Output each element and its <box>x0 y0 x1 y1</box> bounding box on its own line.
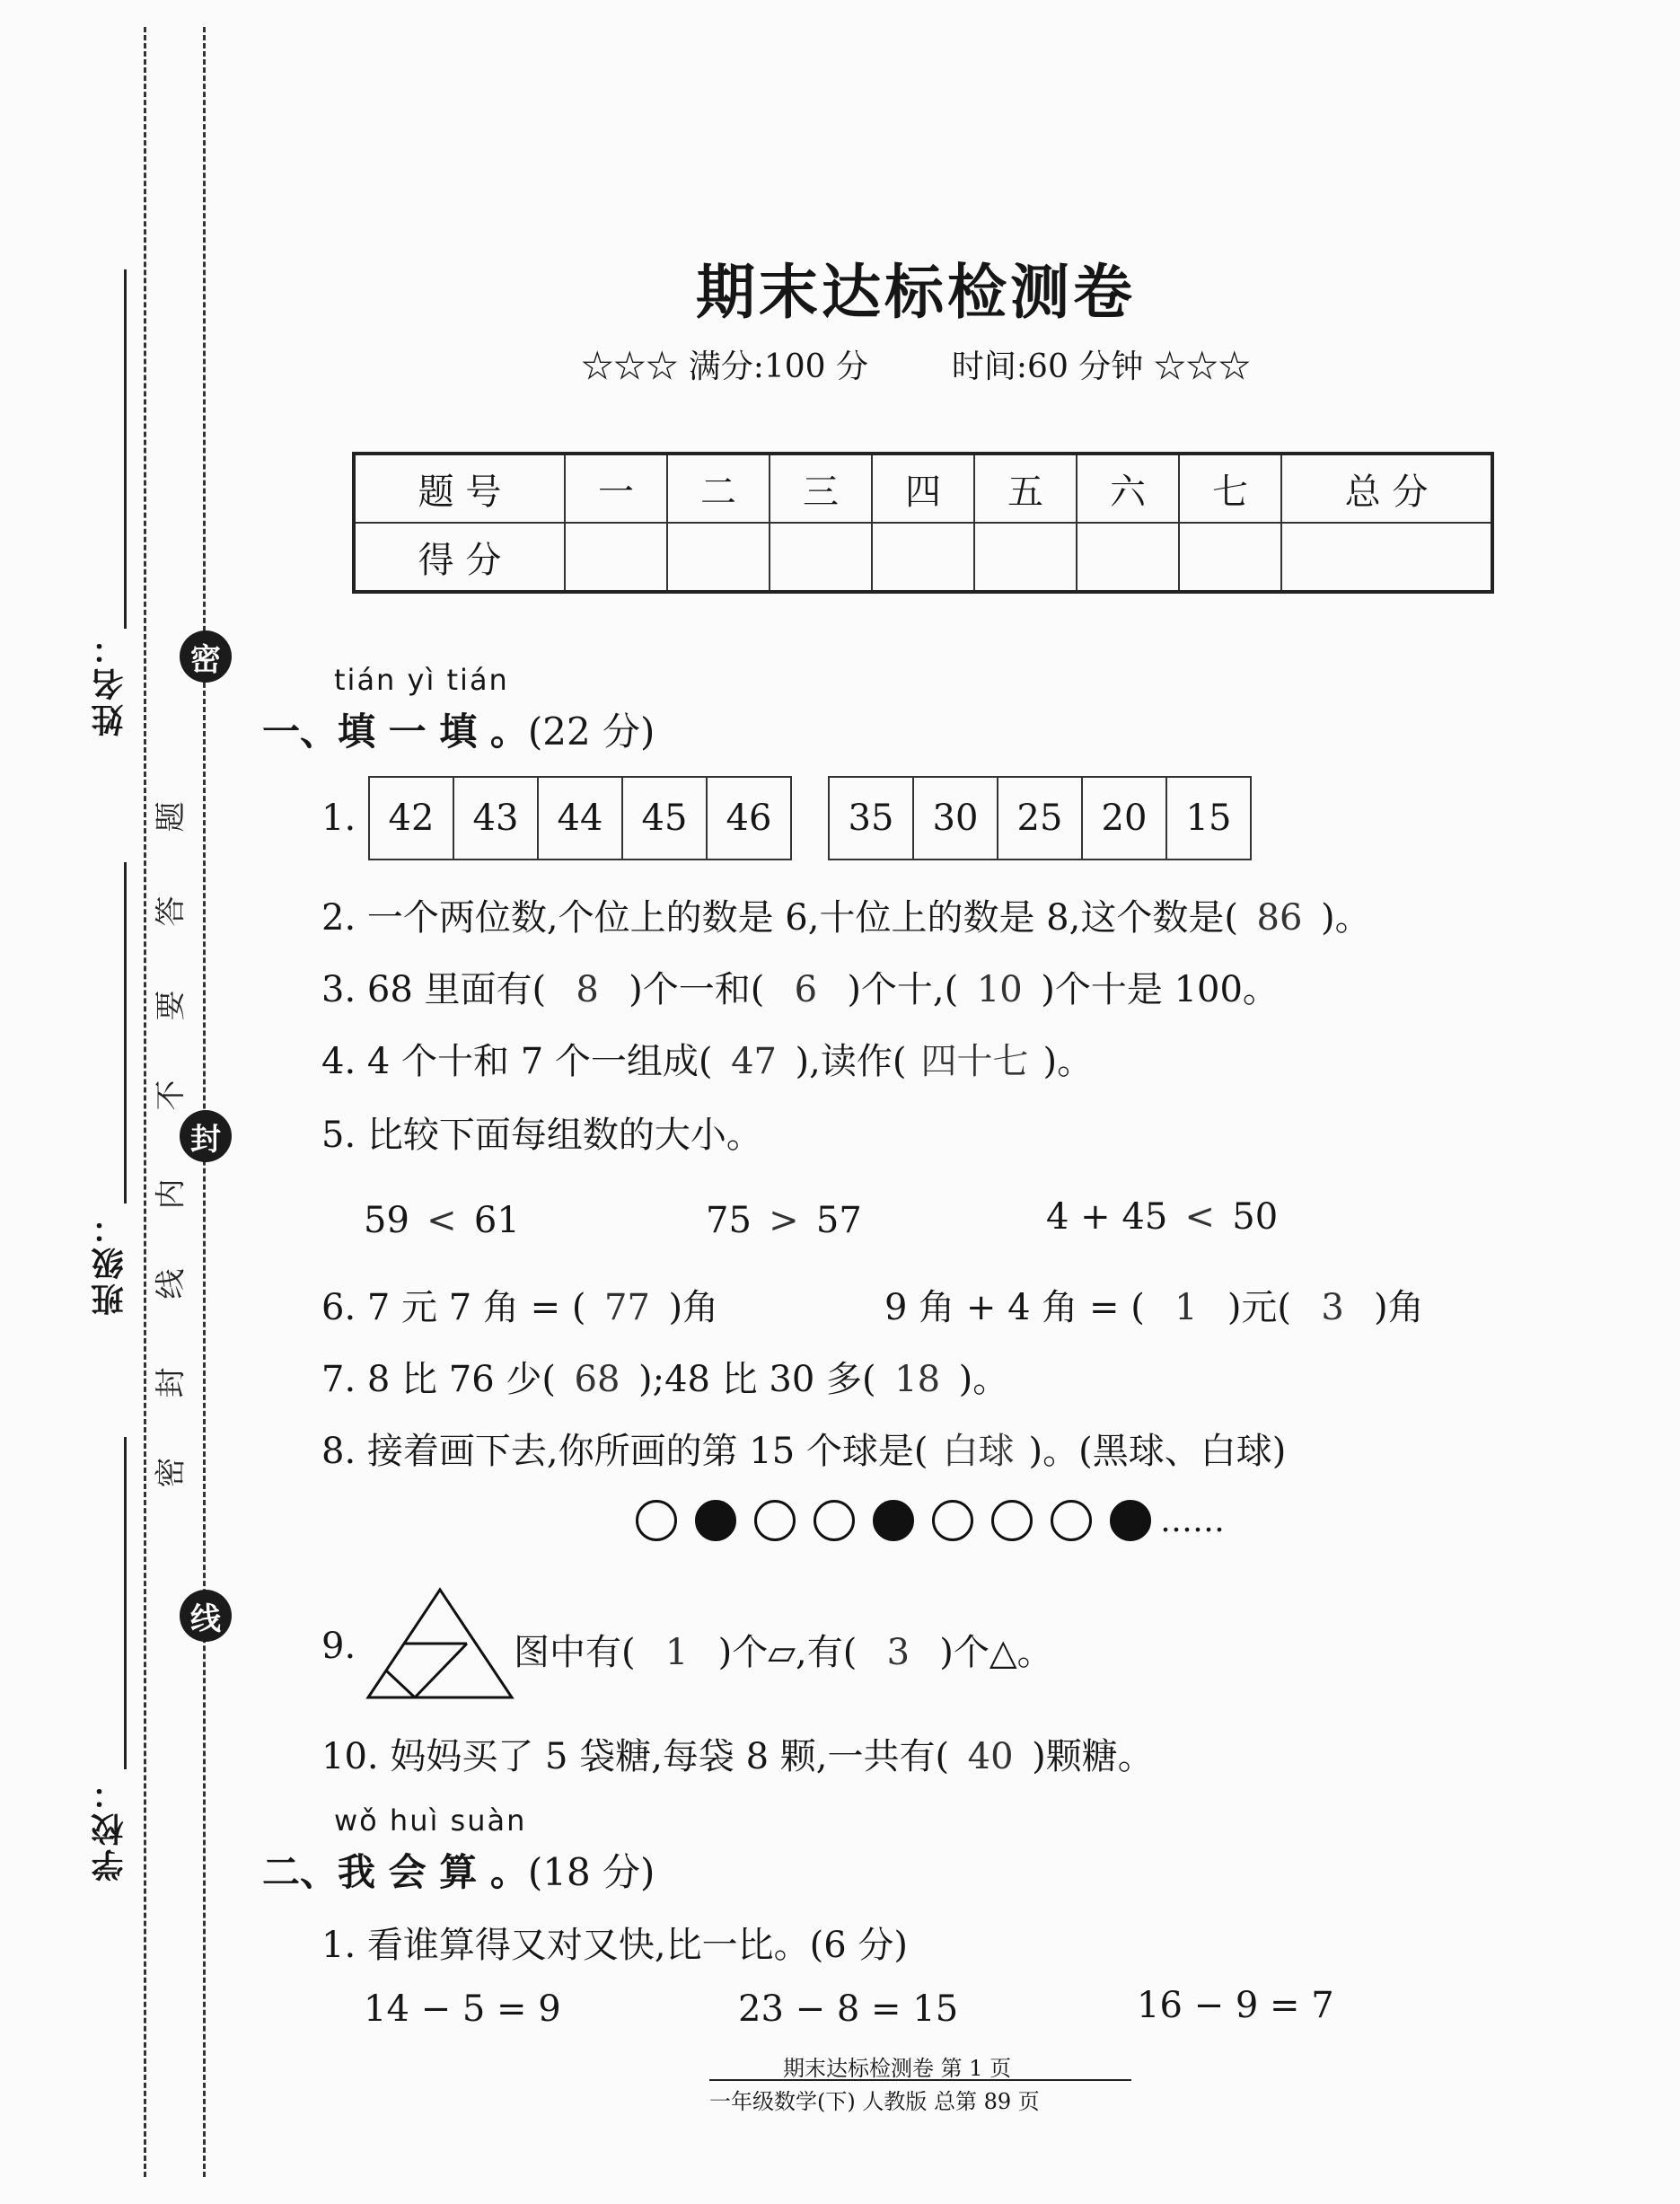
black-ball <box>1110 1500 1151 1541</box>
ball-ellipsis: …… <box>1160 1502 1225 1539</box>
q9-text: 图中有( <box>514 1632 636 1673</box>
q5-compare-2 <box>706 1200 862 1241</box>
white-ball <box>1051 1500 1092 1541</box>
seal-xian: 线 <box>180 1590 232 1642</box>
section1-pinyin: tián yì tián <box>334 663 509 697</box>
question-2 <box>321 889 1371 940</box>
compare-right: 61 <box>473 1200 520 1241</box>
footer-rule <box>709 2079 1131 2081</box>
q6-text: )元( <box>1227 1287 1292 1328</box>
full-score: 满分:100 分 <box>688 348 868 385</box>
column-header: 五 <box>974 454 1077 523</box>
sequence-cell: 42 <box>370 778 454 859</box>
q1-number: 1. <box>321 798 356 839</box>
q3-answer-1: 8 <box>576 969 599 1010</box>
q4-answer-2: 四十七 <box>920 1041 1029 1082</box>
equation: 23 − 8 = 15 <box>738 1988 959 2030</box>
q2-end: )。 <box>1320 897 1371 939</box>
q8-text: 8. 接着画下去,你所画的第 15 个球是( <box>321 1431 928 1472</box>
question-3 <box>321 961 1279 1012</box>
white-ball <box>814 1500 855 1541</box>
q6-answer-1: 77 <box>604 1287 650 1328</box>
figure-line <box>386 1671 415 1697</box>
question-4 <box>321 1033 1093 1084</box>
question-6-part-2 <box>884 1279 1424 1330</box>
section1-points: (22 分) <box>527 710 655 754</box>
q4-text: )。 <box>1042 1041 1094 1082</box>
compare-left: 59 <box>364 1200 409 1241</box>
q3-answer-2: 6 <box>794 969 818 1010</box>
q3-text: 3. 68 里面有( <box>321 969 547 1010</box>
row-label: 题 号 <box>354 454 565 523</box>
compare-right: 50 <box>1232 1196 1279 1238</box>
exam-info <box>0 341 1680 387</box>
q6-answer-3: 3 <box>1321 1287 1344 1328</box>
white-ball <box>932 1500 973 1541</box>
column-header: 六 <box>1077 454 1179 523</box>
score-cell[interactable] <box>770 523 872 592</box>
q3-text: )个十是 100。 <box>1041 969 1279 1010</box>
sequence-cell: 30 <box>914 778 998 859</box>
q2-answer: 86 <box>1256 897 1303 939</box>
question-6-part-1 <box>321 1279 718 1330</box>
question-5: 5. 比较下面每组数的大小。 <box>321 1115 762 1156</box>
q7-text: 7. 8 比 76 少( <box>321 1359 556 1400</box>
q4-text: ),读作( <box>795 1041 907 1082</box>
name-label: 姓名： <box>91 629 128 736</box>
warning-char: 封 <box>153 1367 189 1398</box>
score-cell[interactable] <box>667 523 770 592</box>
warning-char: 答 <box>153 895 189 927</box>
q7-text: );48 比 30 多( <box>638 1359 876 1400</box>
column-header: 三 <box>770 454 872 523</box>
stars-decoration: ☆☆☆ <box>1153 348 1251 385</box>
q7-answer-2: 18 <box>894 1359 941 1400</box>
q10-answer: 40 <box>967 1736 1014 1777</box>
score-cell[interactable] <box>1179 523 1281 592</box>
section2-pinyin: wǒ huì suàn <box>334 1803 527 1838</box>
row-label: 得 分 <box>354 523 565 592</box>
equation: 16 − 9 = 7 <box>1137 1985 1334 2026</box>
school-label: 学校： <box>91 1774 128 1882</box>
compare-answer: < <box>427 1200 457 1241</box>
sequence-cell: 46 <box>726 798 772 839</box>
section2-q1: 1. 看谁算得又对又快,比一比。(6 分) <box>321 1925 908 1966</box>
compare-answer: < <box>1184 1196 1216 1238</box>
q4-text: 4. 4 个十和 7 个一组成( <box>321 1041 713 1082</box>
score-table <box>352 452 1494 594</box>
school-write-line <box>124 1437 127 1769</box>
q8-answer: 白球 <box>942 1431 1015 1472</box>
sequence-cell: 35 <box>830 778 914 859</box>
warning-char: 不 <box>153 1080 189 1111</box>
question-7 <box>321 1351 1008 1402</box>
q9-answer-1: 1 <box>664 1632 689 1673</box>
q3-text: )个十,( <box>847 969 959 1010</box>
compare-left: 4 + 45 <box>1046 1196 1168 1238</box>
section1-title: 一、填 一 填 。 <box>262 710 528 754</box>
q1-sequence-descending <box>828 776 1252 860</box>
section2-points: (18 分) <box>527 1850 655 1894</box>
score-cell[interactable] <box>565 523 667 592</box>
score-cell[interactable] <box>872 523 974 592</box>
score-table-header-row <box>354 454 1492 523</box>
q5-compare-1 <box>364 1200 520 1241</box>
q8-ball-sequence <box>636 1500 1225 1541</box>
q9-number: 9. <box>321 1626 356 1667</box>
black-ball <box>873 1500 914 1541</box>
question-9 <box>514 1624 1053 1675</box>
column-header: 二 <box>667 454 770 523</box>
q3-text: )个一和( <box>629 969 765 1010</box>
compare-left: 75 <box>706 1200 752 1241</box>
footer-info: 一年级数学(下) 人教版 总第 89 页 <box>709 2089 1040 2114</box>
sequence-cell: 15 <box>1185 798 1232 839</box>
q9-figure <box>365 1586 515 1703</box>
section1-heading <box>262 702 655 756</box>
question-10 <box>321 1728 1154 1779</box>
q8-text: )。(黑球、白球) <box>1028 1431 1287 1472</box>
q7-text: )。 <box>958 1359 1009 1400</box>
q6-answer-2: 1 <box>1174 1287 1198 1328</box>
q7-answer-1: 68 <box>574 1359 620 1400</box>
page-title: 期末达标检测卷 <box>696 257 1136 327</box>
compare-answer: > <box>769 1200 799 1241</box>
score-cell[interactable] <box>1281 523 1492 592</box>
q9-text: )个▱,有( <box>717 1632 858 1673</box>
warning-char: 要 <box>153 990 189 1021</box>
seal-mi: 密 <box>180 630 232 683</box>
q10-text: 10. 妈妈买了 5 袋糖,每袋 8 颗,一共有( <box>321 1736 950 1777</box>
section2-heading <box>262 1843 655 1897</box>
class-label: 班级： <box>91 1208 128 1316</box>
section2-title: 二、我 会 算 。 <box>262 1850 528 1894</box>
q6-text: 9 角 + 4 角 = ( <box>884 1287 1145 1328</box>
white-ball <box>754 1500 796 1541</box>
stars-decoration: ☆☆☆ <box>581 348 679 385</box>
q6-text: )角 <box>1374 1287 1424 1328</box>
warning-char: 题 <box>153 801 189 833</box>
score-cell[interactable] <box>974 523 1077 592</box>
warning-char: 密 <box>153 1457 189 1488</box>
q4-answer-1: 47 <box>731 1041 777 1082</box>
sequence-cell: 44 <box>539 778 623 859</box>
white-ball <box>636 1500 677 1541</box>
sequence-cell: 43 <box>454 778 539 859</box>
q6-text: )角 <box>668 1287 719 1328</box>
score-table-score-row <box>354 523 1492 592</box>
sequence-cell: 20 <box>1083 778 1167 859</box>
equation: 14 − 5 = 9 <box>364 1988 561 2030</box>
q10-text: )颗糖。 <box>1032 1736 1154 1777</box>
footer-page: 期末达标检测卷 第 1 页 <box>783 2056 1012 2081</box>
q2-text: 2. 一个两位数,个位上的数是 6,十位上的数是 8,这个数是( <box>321 897 1238 939</box>
warning-char: 线 <box>153 1268 189 1300</box>
compare-right: 57 <box>815 1200 862 1241</box>
sequence-cell: 25 <box>998 778 1083 859</box>
score-cell[interactable] <box>1077 523 1179 592</box>
seal-feng: 封 <box>180 1110 232 1162</box>
q9-answer-2: 3 <box>886 1632 910 1673</box>
white-ball <box>991 1500 1033 1541</box>
question-8 <box>321 1423 1286 1474</box>
total-header: 总 分 <box>1281 454 1492 523</box>
column-header: 一 <box>565 454 667 523</box>
q6-text: 6. 7 元 7 角 = ( <box>321 1287 586 1328</box>
q3-answer-3: 10 <box>976 969 1023 1010</box>
exam-time: 时间:60 分钟 <box>951 348 1144 385</box>
q9-text: )个△。 <box>939 1632 1053 1673</box>
column-header: 四 <box>872 454 974 523</box>
class-write-line <box>124 862 127 1203</box>
q5-compare-3 <box>1046 1196 1278 1238</box>
q1-sequence-ascending <box>368 776 792 860</box>
warning-char: 内 <box>153 1178 189 1210</box>
column-header: 七 <box>1179 454 1281 523</box>
black-ball <box>695 1500 736 1541</box>
sequence-cell: 45 <box>623 778 708 859</box>
figure-line <box>415 1644 467 1697</box>
